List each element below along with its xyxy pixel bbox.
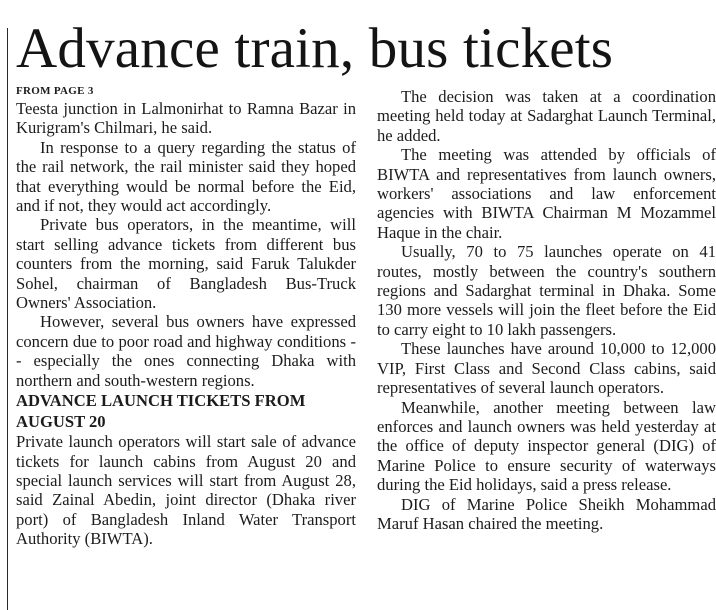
right-column — [377, 87, 716, 533]
paragraph: Private launch operators will start sale of advance tickets for launch cabins from August 20 and special launch services will start from August 28, said Zainal Abedin, joint director (Dhaka river port) of Bangladesh Inland Water Transport Authority (BIWTA). — [16, 432, 356, 549]
headline: Advance train, bus tickets — [16, 17, 614, 80]
paragraph: The decision was taken at a coordination meeting held today at Sadarghat Launch Terminal, he added. — [377, 87, 716, 145]
paragraph: DIG of Marine Police Sheikh Mohammad Maruf Hasan chaired the meeting. — [377, 494, 716, 533]
paragraph: However, several bus owners have expressed concern due to poor road and highway conditions -- especially the ones connecting Dhaka with northern and south-western regions. — [16, 312, 356, 390]
subheading: ADVANCE LAUNCH TICKETS FROM AUGUST 20 — [16, 391, 306, 432]
paragraph: In response to a query regarding the status of the rail network, the rail minister said they hoped that everything would be normal before the Eid, and if not, they would act accordingly. — [16, 137, 356, 216]
paragraph: These launches have around 10,000 to 12,000 VIP, First Class and Second Class cabins, said representatives of several launch operators. — [377, 339, 716, 398]
column-rule — [7, 28, 8, 610]
paragraph: Usually, 70 to 75 launches operate on 41 routes, mostly between the country's southern regions and Sadarghat terminal in Dhaka. Some 130 more vessels will join the fleet before the Eid to carry eight to 10 lakh passengers. — [377, 242, 716, 339]
kicker: FROM PAGE 3 — [16, 85, 94, 97]
paragraph: Teesta junction in Lalmonirhat to Ramna Bazar in Kurigram's Chilmari, he said. — [16, 99, 356, 138]
left-column — [16, 85, 356, 549]
paragraph: Private bus operators, in the meantime, will start selling advance tickets from different bus counters from the morning, said Faruk Talukder Sohel, chairman of Bangladesh Bus-Truck Owners' Association. — [16, 215, 356, 313]
paragraph: The meeting was attended by officials of BIWTA and representatives from launch owners, workers' associations and law enforcement agencies with BIWTA Chairman M Mozammel Haque in the chair. — [377, 145, 716, 242]
paragraph: Meanwhile, another meeting between law enforces and launch owners was held yesterday at the office of deputy inspector general (DIG) of Marine Police to ensure security of waterways during the Eid holidays, said a press release. — [377, 397, 716, 495]
